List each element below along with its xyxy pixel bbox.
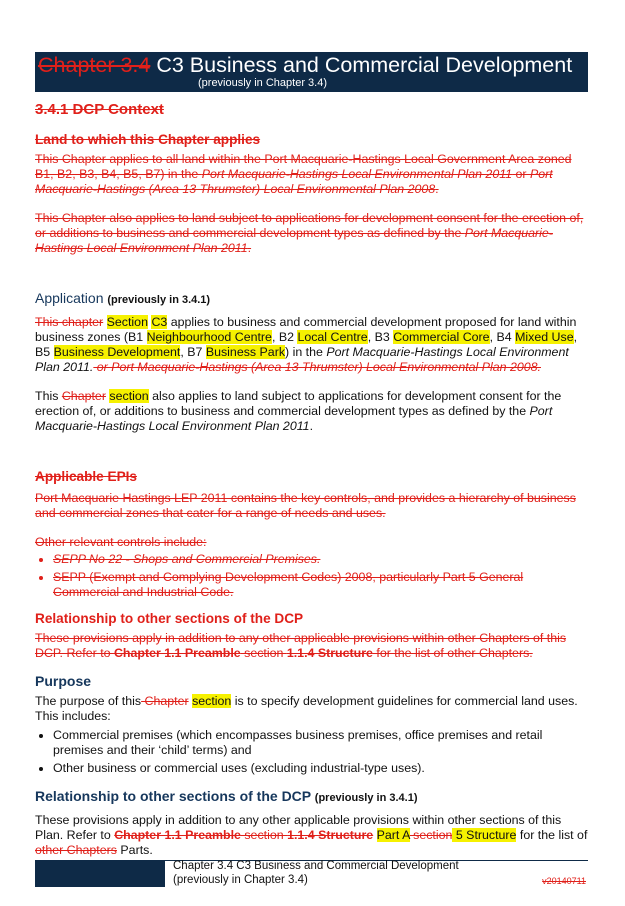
document-body bbox=[35, 101, 588, 872]
paragraph-purpose: The purpose of this Chapter section is to specify development guidelines for commercial land uses. This includes: bbox=[35, 694, 578, 723]
paragraph-relationship-old: These provisions apply in addition to any other applicable provisions within other Chapters of this DCP. Refer to Chapter 1.1 Preamble section 1.1.4 Structure for the list of other Chapters. bbox=[35, 631, 567, 660]
paragraph-application: This chapter Section C3 applies to business and commercial development proposed for land within business zones (B1 Neighbourhood Centre, B2 Local Centre, B3 Commercial Core, B4 Mixed Use, B5 Business Development, B7 Business Park) in the Port Macquarie-Hastings Local Environment Plan 2011. or Port Macquarie-Hastings (Area 13 Thrumster) Local Environmental Plan 2008. bbox=[35, 315, 578, 374]
chapter-title bbox=[38, 53, 572, 78]
section-heading-dcp-context: 3.4.1 DCP Context bbox=[35, 101, 164, 118]
list-item-sepp-exempt: • SEPP (Exempt and Complying Development Codes) 2008, particularly Part 5 General Commercial and Industrial Code. bbox=[53, 570, 588, 600]
footer-version: v20140711 bbox=[542, 876, 586, 886]
paragraph-land-applies: This Chapter applies to all land within the Port Macquarie-Hastings Local Government Area zoned B1, B2, B3, B4, B5, B7) in the Port Macquarie-Hastings Local Environmental Plan 2011 or Port Macquarie-Hastings (Area 13 Thrumster) Local Environmental Plan 2008. bbox=[35, 152, 572, 196]
list-purpose bbox=[35, 728, 588, 776]
footer-color-block bbox=[35, 860, 165, 887]
footer-title: Chapter 3.4 C3 Business and Commercial Development (previously in Chapter 3.4) bbox=[173, 860, 459, 886]
list-item-sepp22: • SEPP No 22 - Shops and Commercial Premises. bbox=[53, 552, 588, 567]
heading-application: Application (previously in 3.4.1) bbox=[35, 290, 211, 306]
paragraph-other-controls: Other relevant controls include: bbox=[35, 535, 207, 549]
list-item-other-uses: • Other business or commercial uses (excluding industrial-type uses). bbox=[53, 761, 588, 776]
paragraph-relationship-new: These provisions apply in addition to any other applicable provisions within other sections of this Plan. Refer to Chapter 1.1 Preamble section 1.1.4 Structure Part A section 5 Structure for the list of other Chapters Parts. bbox=[35, 813, 588, 857]
chapter-title-text: C3 Business and Commercial Development bbox=[156, 53, 573, 77]
deleted-chapter-number: Chapter 3.4 bbox=[38, 53, 151, 77]
heading-applicable-epis: Applicable EPIs bbox=[35, 469, 137, 484]
list-other-controls bbox=[35, 552, 588, 600]
chapter-subtitle: (previously in Chapter 3.4) bbox=[198, 77, 328, 89]
subheading-land-applies: Land to which this Chapter applies bbox=[35, 132, 261, 147]
heading-relationship-new: Relationship to other sections of the DCP (previously in 3.4.1) bbox=[35, 788, 418, 804]
heading-purpose: Purpose bbox=[35, 673, 92, 689]
list-item-commercial-premises: • Commercial premises (which encompasses business premises, office premises and retail premises and their ‘child’ terms) and bbox=[53, 728, 588, 758]
page-footer bbox=[35, 860, 588, 887]
chapter-header-bar bbox=[35, 52, 588, 92]
paragraph-also-applies-deleted: This Chapter also applies to land subject to applications for development consent for the erection of, or additions to business and commercial development types as defined by the Port Macquarie-Hastings Local Environment Plan 2011. bbox=[35, 211, 584, 255]
paragraph-epis: Port Macquarie Hastings LEP 2011 contains the key controls, and provides a hierarchy of business and commercial zones that cater for a range of needs and uses. bbox=[35, 491, 576, 520]
heading-relationship-old: Relationship to other sections of the DCP bbox=[35, 611, 304, 626]
paragraph-application-also: This Chapter section also applies to land subject to applications for development consent for the erection of, or additions to business and commercial development types as defined by the Port Macquarie-Hastings Local Environment Plan 2011. bbox=[35, 389, 562, 433]
